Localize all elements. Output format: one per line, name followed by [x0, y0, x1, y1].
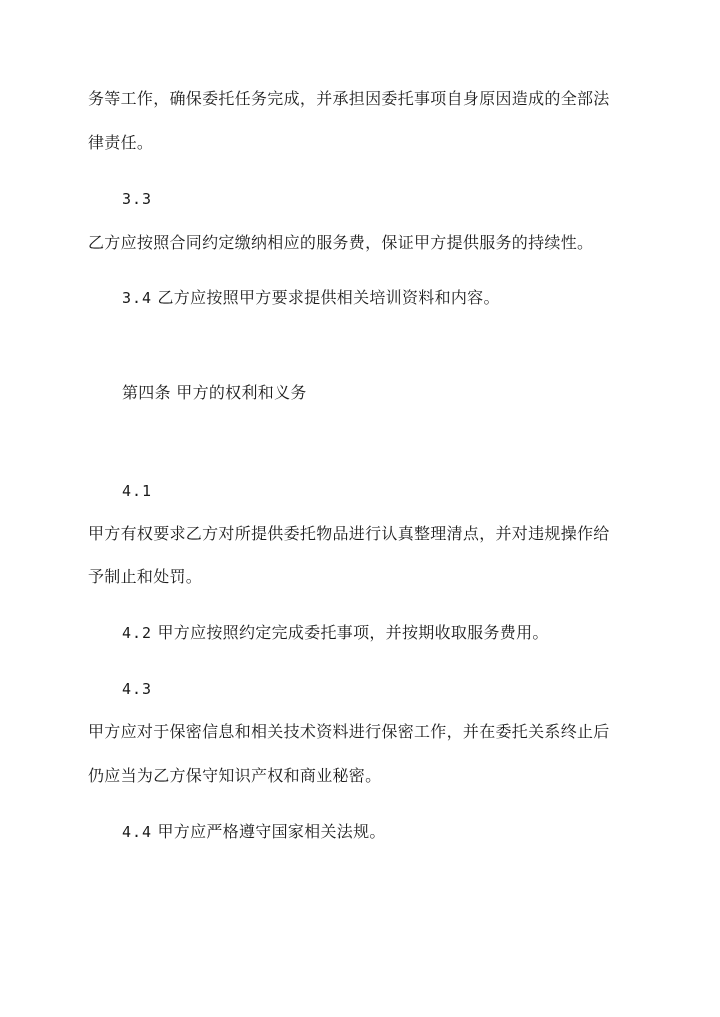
item-3-3-number: 3.3 — [122, 190, 153, 208]
item-3-3-text: 乙方应按照合同约定缴纳相应的服务费，保证甲方提供服务的持续性。 — [88, 233, 594, 252]
paragraph-3-2-line-2: 律责任。 — [88, 133, 154, 152]
item-4-4 — [122, 821, 386, 843]
item-4-3-line-1: 甲方应对于保密信息和相关技术资料进行保密工作，并在委托关系终止后 — [88, 722, 610, 741]
item-3-4 — [122, 287, 500, 309]
item-4-1-line-2: 予制止和处罚。 — [88, 567, 203, 586]
paragraph-3-2-line-1: 务等工作，确保委托任务完成，并承担因委托事项自身原因造成的全部法 — [88, 89, 610, 108]
item-4-1-line-1: 甲方有权要求乙方对所提供委托物品进行认真整理清点，并对违规操作给 — [88, 524, 610, 543]
article-4-heading: 第四条 甲方的权利和义务 — [122, 383, 307, 402]
item-4-4-text: 甲方应严格遵守国家相关法规。 — [157, 822, 386, 841]
item-4-3-number: 4.3 — [122, 680, 153, 698]
item-3-4-text: 乙方应按照甲方要求提供相关培训资料和内容。 — [157, 288, 500, 307]
item-4-2 — [122, 622, 549, 644]
item-4-4-number: 4.4 — [122, 823, 153, 841]
item-3-4-number: 3.4 — [122, 289, 153, 307]
item-4-2-text: 甲方应按照约定完成委托事项，并按期收取服务费用。 — [157, 623, 549, 642]
item-4-1-number: 4.1 — [122, 482, 153, 500]
item-4-2-number: 4.2 — [122, 624, 153, 642]
item-4-3-line-2: 仍应当为乙方保守知识产权和商业秘密。 — [88, 766, 382, 785]
